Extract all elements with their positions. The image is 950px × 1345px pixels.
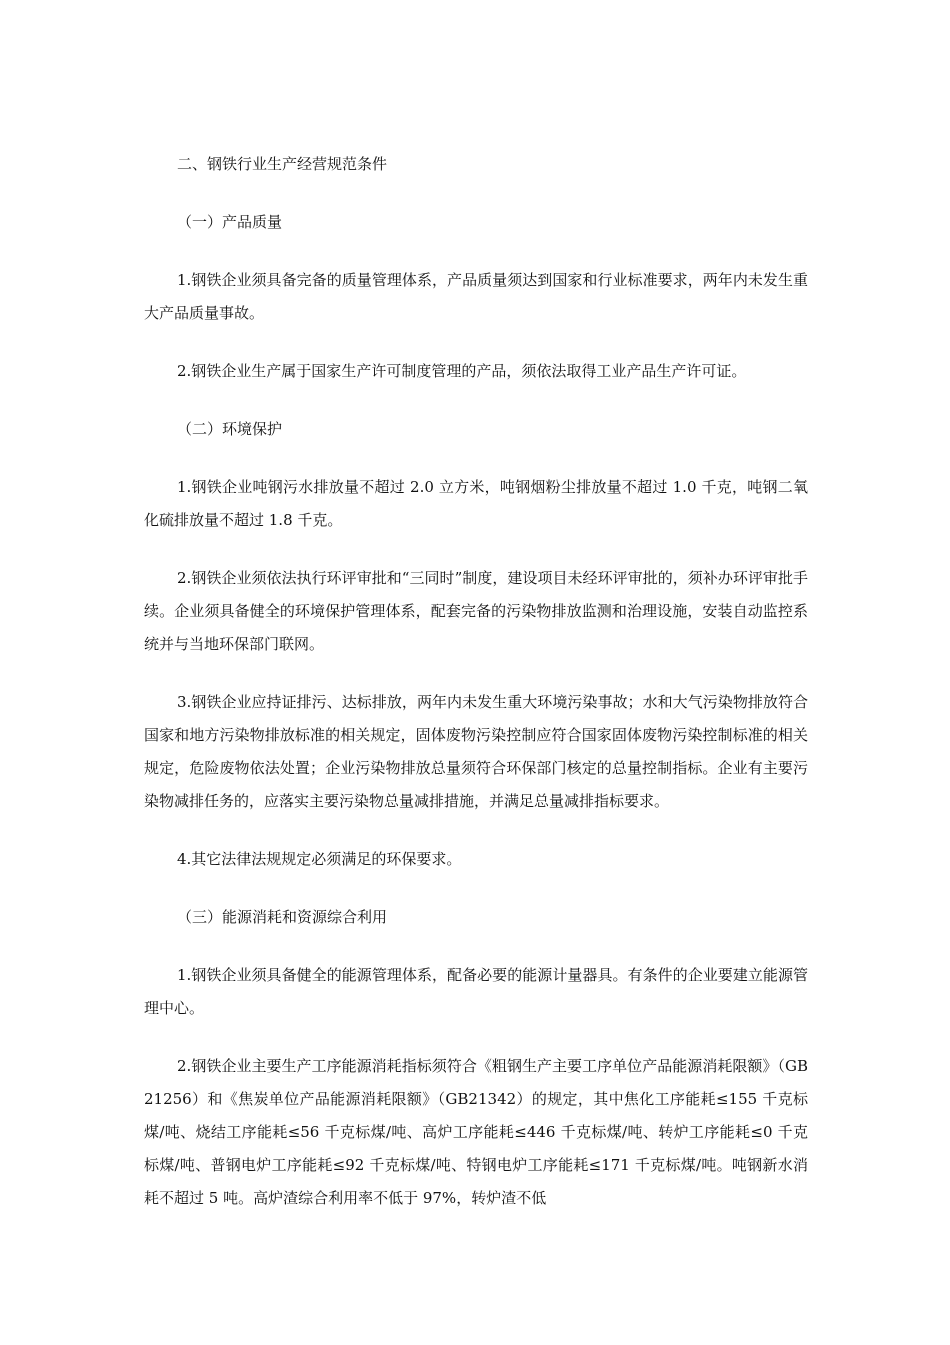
subsection-heading-environment: （二）环境保护 <box>177 420 283 438</box>
paragraph: 3.钢铁企业应持证排污、达标排放，两年内未发生重大环境污染事故；水和大气污染物排放符合国家和地方污染物排放标准的相关规定，固体废物污染控制应符合国家固体废物污染控制标准的相关规定，危险废物依法处置；企业污染物排放总量须符合环保部门核定的总量控制指标。企业有主要污染物减排任务的，应落实主要污染物总量减排措施，并满足总量减排指标要求。 <box>144 693 808 810</box>
subsection-heading-product-quality: （一）产品质量 <box>177 213 283 231</box>
subsection-heading-energy: （三）能源消耗和资源综合利用 <box>177 908 388 926</box>
paragraph: 1.钢铁企业须具备健全的能源管理体系，配备必要的能源计量器具。有条件的企业要建立能源管理中心。 <box>144 966 808 1017</box>
paragraph: 4.其它法律法规规定必须满足的环保要求。 <box>177 850 462 868</box>
paragraph: 2.钢铁企业须依法执行环评审批和“三同时”制度，建设项目未经环评审批的，须补办环评审批手续。企业须具备健全的环境保护管理体系，配套完备的污染物排放监测和治理设施，安装自动监控系统并与当地环保部门联网。 <box>144 569 808 653</box>
paragraph: 2.钢铁企业主要生产工序能源消耗指标须符合《粗钢生产主要工序单位产品能源消耗限额》（GB21256）和《焦炭单位产品能源消耗限额》（GB21342）的规定，其中焦化工序能耗≤155 千克标煤/吨、烧结工序能耗≤56 千克标煤/吨、高炉工序能耗≤446 千克标煤/吨、转炉工序能耗≤0 千克标煤/吨、普钢电炉工序能耗≤92 千克标煤/吨、特钢电炉工序能耗≤171 千克标煤/吨。吨钢新水消耗不超过 5 吨。高炉渣综合利用率不低于 97%，转炉渣不低 <box>144 1057 808 1207</box>
document-body <box>144 148 808 1240</box>
paragraph: 1.钢铁企业吨钢污水排放量不超过 2.0 立方米，吨钢烟粉尘排放量不超过 1.0 千克，吨钢二氧化硫排放量不超过 1.8 千克。 <box>144 478 808 529</box>
paragraph: 2.钢铁企业生产属于国家生产许可制度管理的产品，须依法取得工业产品生产许可证。 <box>177 362 747 380</box>
section-title: 二、钢铁行业生产经营规范条件 <box>177 155 388 173</box>
paragraph: 1.钢铁企业须具备完备的质量管理体系，产品质量须达到国家和行业标准要求，两年内未发生重大产品质量事故。 <box>144 271 808 322</box>
